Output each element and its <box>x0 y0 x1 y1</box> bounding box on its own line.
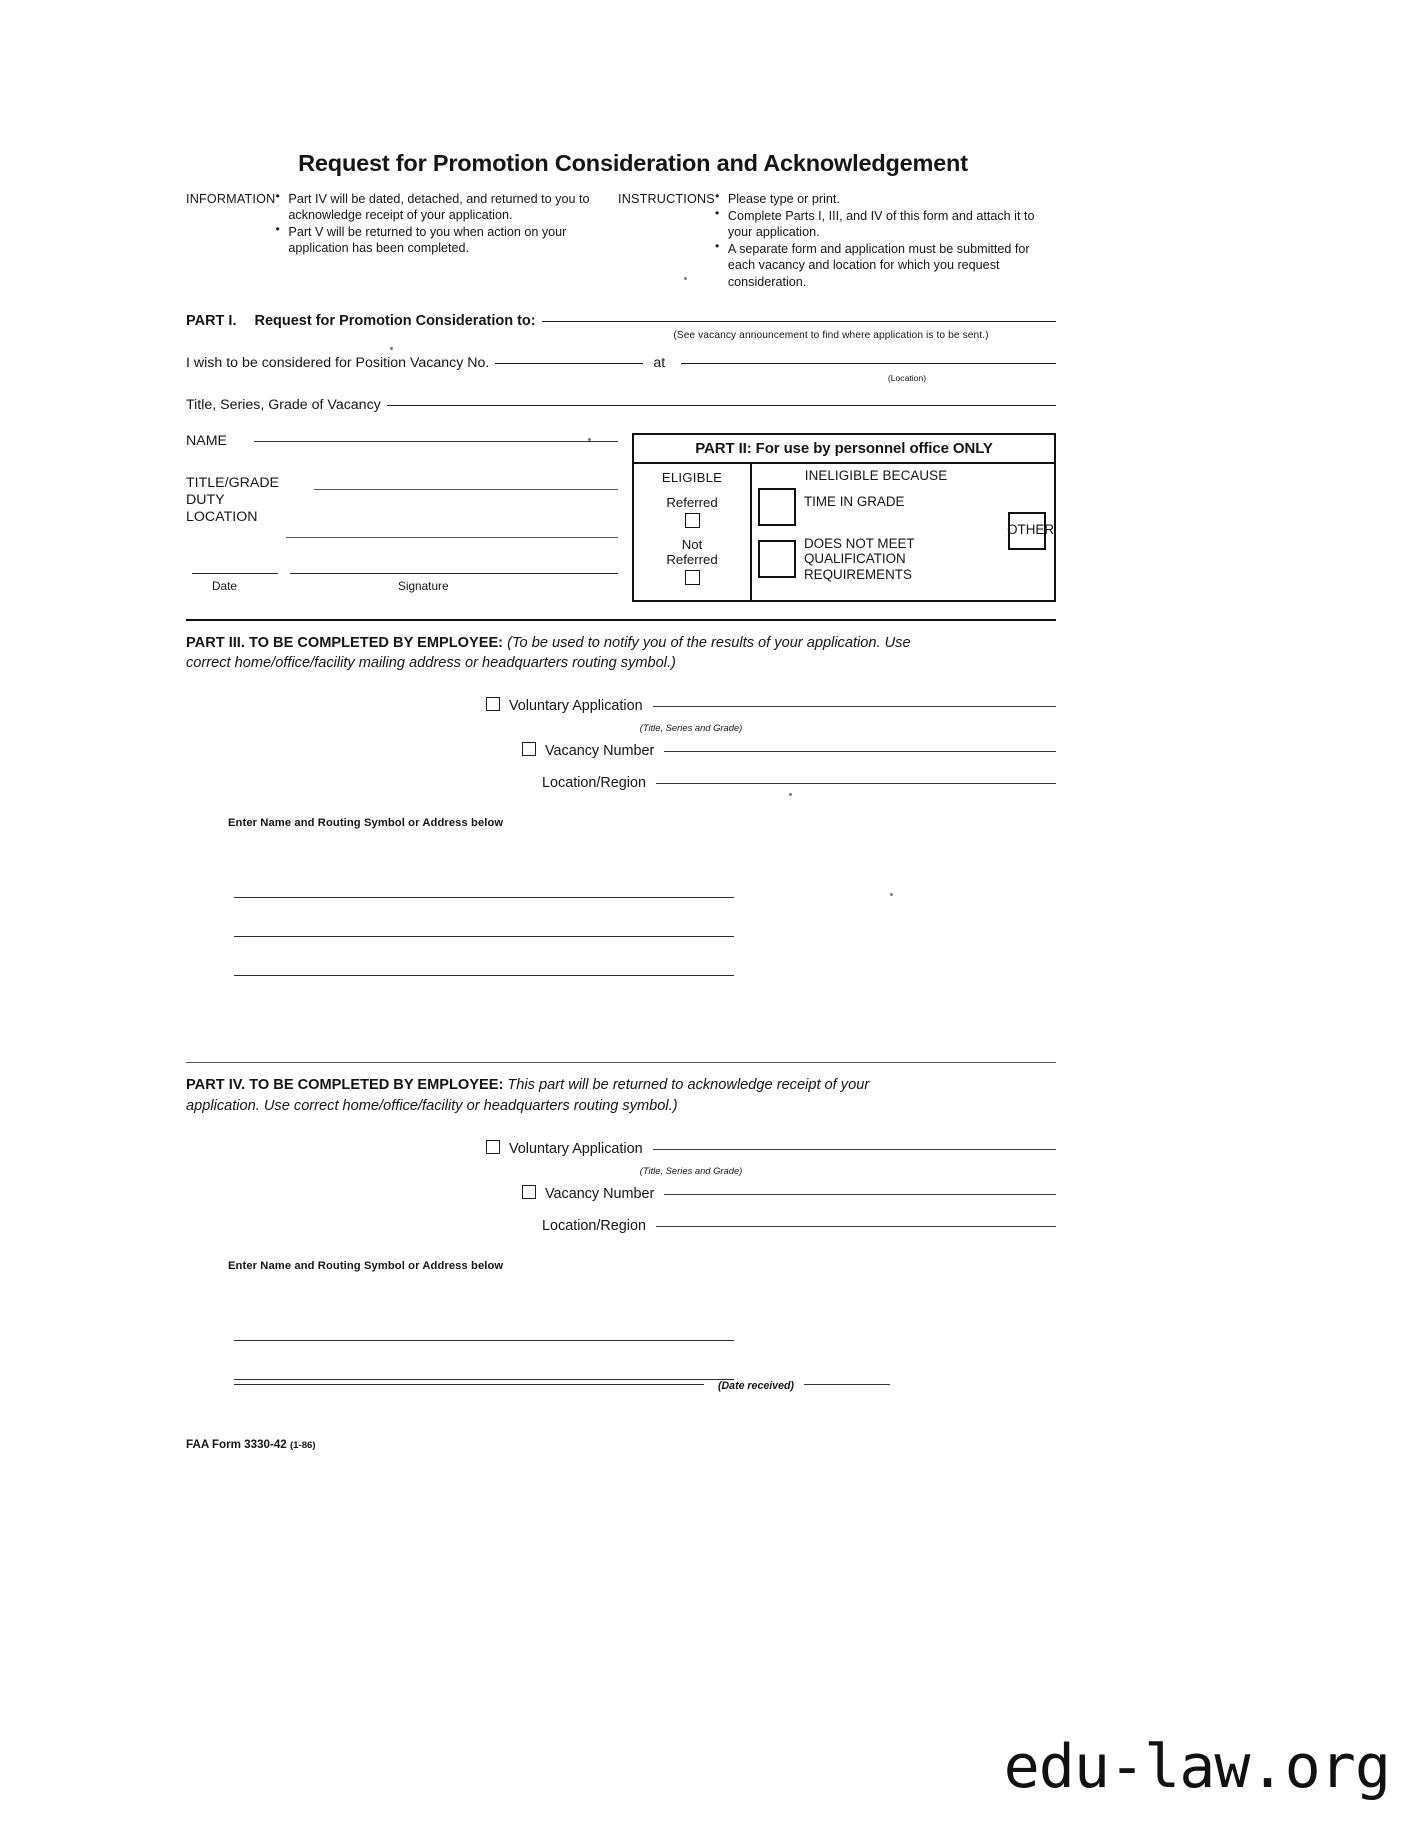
part-iv-vacancy-writeline[interactable] <box>664 1194 1056 1195</box>
part-iii-enter-note: Enter Name and Routing Symbol or Address below <box>228 817 504 830</box>
information-column <box>186 191 618 257</box>
title-grade-writeline[interactable] <box>314 489 618 490</box>
title-series-grade-writeline[interactable] <box>387 405 1056 406</box>
at-word: at <box>653 354 666 371</box>
part-iii-location-row <box>186 775 1056 791</box>
time-in-grade-checkbox[interactable] <box>758 488 796 526</box>
date-writeline[interactable] <box>192 573 278 574</box>
ineligible-section <box>752 464 1054 600</box>
instructions-column <box>618 191 1056 291</box>
information-label: INFORMATION <box>186 192 276 206</box>
scan-speck <box>684 277 687 280</box>
part-iii-vacancy-row <box>186 741 1056 759</box>
part-iii-vacancy-label: Vacancy Number <box>545 743 655 760</box>
part-i-heading-writeline[interactable] <box>542 321 1056 322</box>
vacancy-number-writeline[interactable] <box>495 363 643 364</box>
part-iv-vacancy-label: Vacancy Number <box>545 1185 655 1202</box>
title-grade-duty-location-block <box>186 475 618 559</box>
part-iv-date-received-row <box>234 1380 974 1392</box>
not-referred-checkbox[interactable] <box>685 570 700 585</box>
qualification-line-1: DOES NOT MEET <box>804 535 915 551</box>
eligible-referred-label: Referred <box>666 494 718 510</box>
part-i-heading: Request for Promotion Consideration to: <box>254 312 536 329</box>
part-iv-address-line[interactable] <box>234 1302 734 1341</box>
eligible-not-referred-label: Not Referred <box>666 536 718 567</box>
part-ii-part-iii-separator <box>186 619 1056 621</box>
signature-caption: Signature <box>398 578 449 593</box>
instructions-bullet-list <box>715 191 1056 291</box>
part-iv-fields <box>186 1139 1056 1234</box>
location-caption: (Location) <box>887 372 927 383</box>
duty-location-writeline[interactable] <box>286 537 618 538</box>
form-content <box>186 150 1056 1451</box>
info-instructions-row <box>186 191 1056 291</box>
part-i-heading-caption: (See vacancy announcement to find where application is to be sent.) <box>673 329 989 341</box>
signature-writeline[interactable] <box>290 573 618 574</box>
part-iv-location-writeline[interactable] <box>656 1226 1056 1227</box>
part-iv-vacancy-row <box>186 1184 1056 1202</box>
watermark: edu-law.org <box>1003 1732 1390 1802</box>
instructions-bullet: ● A separate form and application must be submitted for each vacancy and location for which you request consideration. <box>715 241 1056 289</box>
qualification-line-3: REQUIREMENTS <box>804 566 912 582</box>
part-iii-address-lines <box>234 859 734 976</box>
form-number <box>186 1438 1056 1451</box>
information-bullet: ● Part V will be returned to you when action on your application has been completed. <box>275 224 618 256</box>
name-writeline[interactable] <box>254 441 618 442</box>
date-signature-block <box>186 573 618 609</box>
time-in-grade-label: TIME IN GRADE <box>804 493 905 509</box>
part-iii-vacancy-checkbox[interactable] <box>522 742 536 756</box>
part-iii-vacancy-writeline[interactable] <box>664 751 1056 752</box>
part-iv-label: PART IV. TO BE COMPLETED BY EMPLOYEE: <box>186 1077 504 1094</box>
part-iii-heading <box>186 633 1056 674</box>
part-iii-location-writeline[interactable] <box>656 783 1056 784</box>
part-iii-note-line1: (To be used to notify you of the results of your application. Use <box>507 634 911 651</box>
part-iv-location-row <box>186 1218 1056 1234</box>
part-ii-container <box>632 433 1056 609</box>
title-series-grade-label: Title, Series, Grade of Vacancy <box>186 396 381 413</box>
name-label: NAME <box>186 432 227 449</box>
part-iv-address-lines <box>234 1302 734 1380</box>
instructions-bullet: ● Complete Parts I, III, and IV of this form and attach it to your application. <box>715 208 1056 240</box>
qualification-checkbox[interactable] <box>758 540 796 578</box>
part-ii-title: PART II: For use by personnel office ONLY <box>634 435 1054 464</box>
page-title: Request for Promotion Consideration and Acknowledgement <box>298 150 968 176</box>
part-iii-location-label: Location/Region <box>542 775 647 792</box>
applicant-fields <box>186 433 618 609</box>
part-iii-address-line[interactable] <box>234 898 734 937</box>
part-iii-voluntary-writeline[interactable] <box>653 706 1056 707</box>
part-iii-voluntary-label: Voluntary Application <box>509 698 643 715</box>
part-iv-note-line2: application. Use correct home/office/facility or headquarters routing symbol.) <box>186 1097 678 1114</box>
title-grade-label: TITLE/GRADE <box>186 474 280 491</box>
part-iii-voluntary-checkbox[interactable] <box>486 697 500 711</box>
part-i-label: PART I. <box>186 312 237 329</box>
part-iv-vacancy-checkbox[interactable] <box>522 1185 536 1199</box>
information-bullet-list <box>275 191 618 257</box>
scan-speck <box>390 347 393 350</box>
part-iv-enter-note: Enter Name and Routing Symbol or Address below <box>228 1259 504 1272</box>
qualification-label <box>804 536 915 583</box>
qualification-line-2: QUALIFICATION <box>804 551 906 567</box>
part-i-part-ii-block <box>186 433 1056 609</box>
instructions-label: INSTRUCTIONS <box>618 192 715 206</box>
part-iv-location-label: Location/Region <box>542 1217 647 1234</box>
other-label: OTHER <box>1007 521 1054 537</box>
part-i-heading-row <box>186 313 1056 329</box>
title-grade-duty-location-labels <box>186 475 279 527</box>
vacancy-number-label: I wish to be considered for Position Vacancy No. <box>186 354 490 371</box>
part-ii-body <box>634 464 1054 600</box>
part-iii-voluntary-row <box>186 696 1056 714</box>
date-caption: Date <box>212 578 237 593</box>
date-received-caption: (Date received) <box>718 1379 794 1392</box>
location-label: LOCATION <box>186 509 258 526</box>
instructions-bullet: ● Please type or print. <box>715 191 1056 207</box>
part-iii-label: PART III. TO BE COMPLETED BY EMPLOYEE: <box>186 634 504 651</box>
name-row <box>186 433 618 449</box>
part-iii-note-line2: correct home/office/facility mailing address or headquarters routing symbol.) <box>186 655 676 672</box>
vacancy-number-row <box>186 355 1056 371</box>
part-iii-address-line[interactable] <box>234 937 734 976</box>
part-iii-fields <box>186 696 1056 791</box>
part-iv-address-line[interactable] <box>234 1384 704 1385</box>
part-iv-voluntary-row <box>186 1139 1056 1157</box>
part-iv-voluntary-writeline[interactable] <box>653 1149 1056 1150</box>
part-ii-box <box>632 433 1056 602</box>
eligible-header: ELIGIBLE <box>661 469 723 485</box>
title-series-grade-row <box>186 397 1056 413</box>
scan-speck <box>588 438 591 441</box>
part-iii-voluntary-caption: (Title, Series and Grade) <box>639 722 743 734</box>
scan-speck <box>789 793 792 796</box>
location-writeline[interactable] <box>681 363 1056 364</box>
part-iii-address-line[interactable] <box>234 859 734 898</box>
eligible-section <box>634 464 752 600</box>
part-iv-note-line1: This part will be returned to acknowledge receipt of your <box>507 1077 870 1094</box>
information-bullet: ● Part IV will be dated, detached, and returned to you to acknowledge receipt of your application. <box>275 191 618 223</box>
part-iv-heading <box>186 1075 1056 1116</box>
part-iv-address-line[interactable] <box>234 1341 734 1380</box>
form-number-text: FAA Form 3330-42 <box>186 1437 287 1451</box>
part-iv-voluntary-checkbox[interactable] <box>486 1140 500 1154</box>
referred-checkbox[interactable] <box>685 513 700 528</box>
scan-speck <box>890 893 893 896</box>
part-iii-part-iv-separator <box>186 1062 1056 1063</box>
ineligible-header: INELIGIBLE BECAUSE <box>804 467 948 483</box>
part-iv-voluntary-caption: (Title, Series and Grade) <box>639 1164 743 1176</box>
form-revision-text: (1-86) <box>289 1439 316 1451</box>
part-iv-voluntary-label: Voluntary Application <box>509 1140 643 1157</box>
date-received-writeline[interactable] <box>804 1384 890 1385</box>
duty-label: DUTY <box>186 491 225 508</box>
